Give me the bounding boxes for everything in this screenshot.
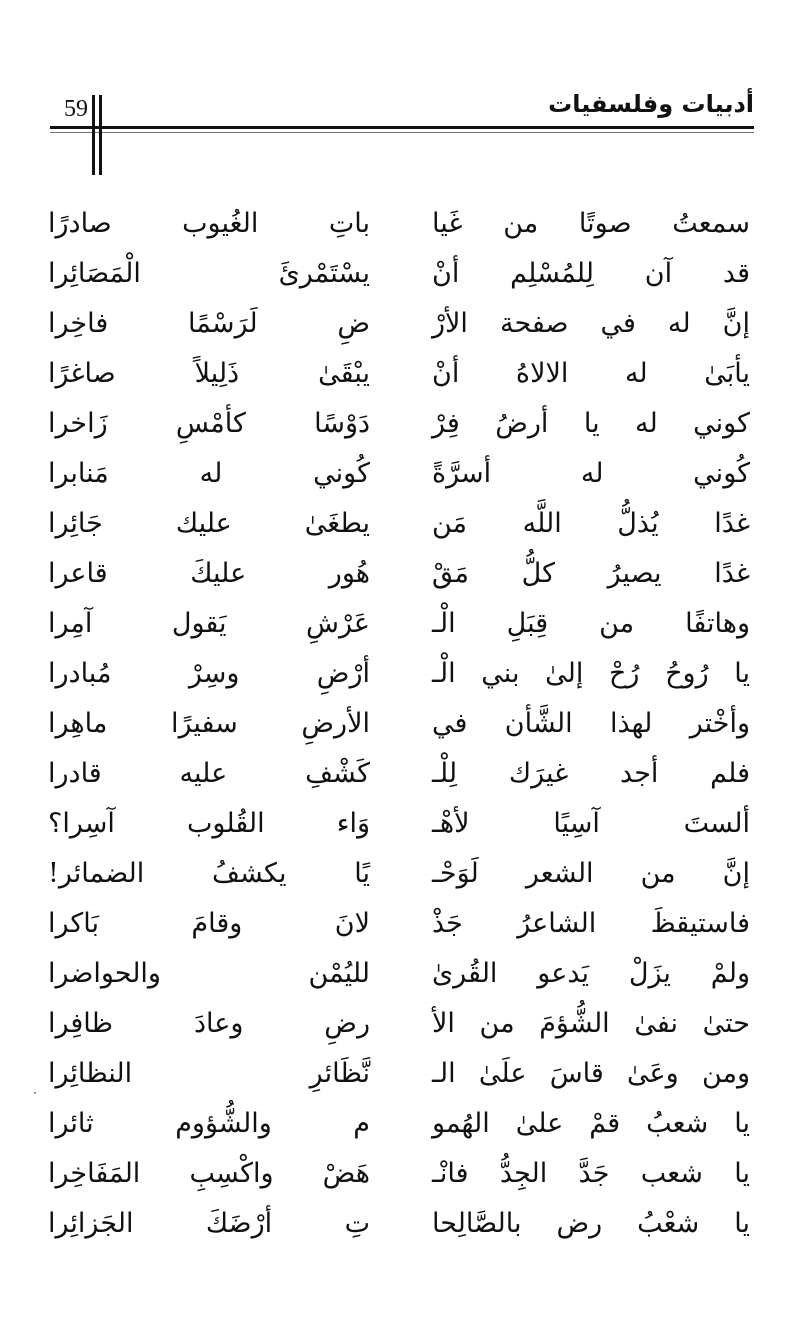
verse-first-hemistich: فلم أجد غيرَك لِلْـ	[432, 758, 750, 789]
verse	[0, 604, 788, 644]
header-rule	[50, 126, 754, 129]
verse-second-hemistich: كَشْفِ عليه قادرا	[48, 758, 370, 789]
verse	[0, 254, 788, 294]
verse-second-hemistich: أرْضِ وسِرْ مُبادرا	[48, 658, 370, 689]
verse-second-hemistich: ضِ لَرَسْمًا فاخِرا	[48, 308, 370, 339]
verse-second-hemistich: لانَ وقامَ بَاكرا	[48, 908, 370, 939]
verse-second-hemistich: لليُمْن والحواضرا	[48, 958, 370, 989]
verse-first-hemistich: فاستيقظَ الشاعرُ جَذْ	[432, 908, 750, 939]
verse-first-hemistich: حتىٰ نفىٰ الشُّؤمَ من الأ	[432, 1008, 750, 1039]
verse-first-hemistich: يا شعب جَدَّ الجِدُّ فانْـ	[432, 1158, 750, 1189]
verse-second-hemistich: يبْقَىٰ ذَلِيلاً صاغرًا	[48, 358, 370, 389]
verse	[0, 704, 788, 744]
verse-first-hemistich: كُوني له أسرَّةً	[432, 458, 750, 489]
verse-first-hemistich: ألستَ آسِيًا لأهْـ	[432, 808, 750, 839]
verse	[0, 204, 788, 244]
verse	[0, 654, 788, 694]
verse-first-hemistich: إنَّ له في صفحة الأرْ	[432, 308, 750, 339]
verse	[0, 754, 788, 794]
verse-second-hemistich: يسْتَمْرئَ الْمَصَائِرا	[48, 258, 370, 289]
verse	[0, 1004, 788, 1044]
verse-second-hemistich: تِ أرْضَكَ الجَزائِرا	[48, 1208, 370, 1239]
verse-first-hemistich: إنَّ من الشعر لَوَحْـ	[432, 858, 750, 889]
margin-speck	[34, 1092, 36, 1094]
verse-first-hemistich: يا شعبُ قمْ علىٰ الهُمو	[432, 1108, 750, 1139]
verse-first-hemistich: سمعتُ صوتًا من غَيا	[432, 208, 750, 239]
header-vertical-bar	[92, 95, 95, 175]
verse-second-hemistich: وَاء القُلوب آسِرا؟	[48, 808, 370, 839]
verse-second-hemistich: يطغَىٰ عليك جَائِرا	[48, 508, 370, 539]
verse-first-hemistich: غدًا يُذلُّ اللَّه مَن	[432, 508, 750, 539]
verse-second-hemistich: هُور عليكَ قاعرا	[48, 558, 370, 589]
verse	[0, 454, 788, 494]
verse-second-hemistich: رضِ وعادَ ظافِرا	[48, 1008, 370, 1039]
verse	[0, 904, 788, 944]
verse-second-hemistich: نَّظَائرِ النظائِرا	[48, 1058, 370, 1089]
verse	[0, 504, 788, 544]
verse	[0, 1204, 788, 1244]
verse-second-hemistich: يًا يكشفُ الضمائر!	[48, 858, 370, 889]
verse	[0, 1104, 788, 1144]
verse-second-hemistich: باتِ الغُيوب صادرًا	[48, 208, 370, 239]
running-title: أدبيات وفلسفيات	[548, 90, 754, 118]
verse	[0, 554, 788, 594]
verse	[0, 354, 788, 394]
verse	[0, 304, 788, 344]
verse-second-hemistich: كُوني له مَنابرا	[48, 458, 370, 489]
verse-first-hemistich: يا شعْبُ رض بالصَّالِحا	[432, 1208, 750, 1239]
header-vertical-bar	[99, 95, 102, 175]
verse	[0, 954, 788, 994]
verse-second-hemistich: دَوْسًا كأمْسِ زَاخرا	[48, 408, 370, 439]
verse	[0, 854, 788, 894]
verse-second-hemistich: الأرضِ سفيرًا ماهِرا	[48, 708, 370, 739]
page-number: 59	[64, 96, 88, 122]
verse-first-hemistich: وأخْتر لهذا الشَّأن في	[432, 708, 750, 739]
verse	[0, 1154, 788, 1194]
verse-first-hemistich: قد آن لِلمُسْلِم أنْ	[432, 258, 750, 289]
header-rule-thin	[50, 132, 754, 133]
verse-first-hemistich: غدًا يصيرُ كلُّ مَقْ	[432, 558, 750, 589]
verse-second-hemistich: عَرْشِ يَقول آمِرا	[48, 608, 370, 639]
verse-first-hemistich: كوني له يا أرضُ فِرْ	[432, 408, 750, 439]
verse-second-hemistich: م والشُّؤوم ثائرا	[48, 1108, 370, 1139]
verse	[0, 1054, 788, 1094]
verse-first-hemistich: وهاتفًا من قِبَلِ الْـ	[432, 608, 750, 639]
verse	[0, 404, 788, 444]
verse-first-hemistich: يا رُوحُ رُحْ إلىٰ بني الْـ	[432, 658, 750, 689]
verse	[0, 804, 788, 844]
verse-first-hemistich: ولمْ يزَلْ يَدعو القُرىٰ	[432, 958, 750, 989]
verse-first-hemistich: ومن وعَىٰ قاسَ علَىٰ الـ	[432, 1058, 750, 1089]
verse-second-hemistich: هَضْ واكْسِبِ المَفَاخِرا	[48, 1158, 370, 1189]
verse-first-hemistich: يأبَىٰ له الالاهُ أنْ	[432, 358, 750, 389]
